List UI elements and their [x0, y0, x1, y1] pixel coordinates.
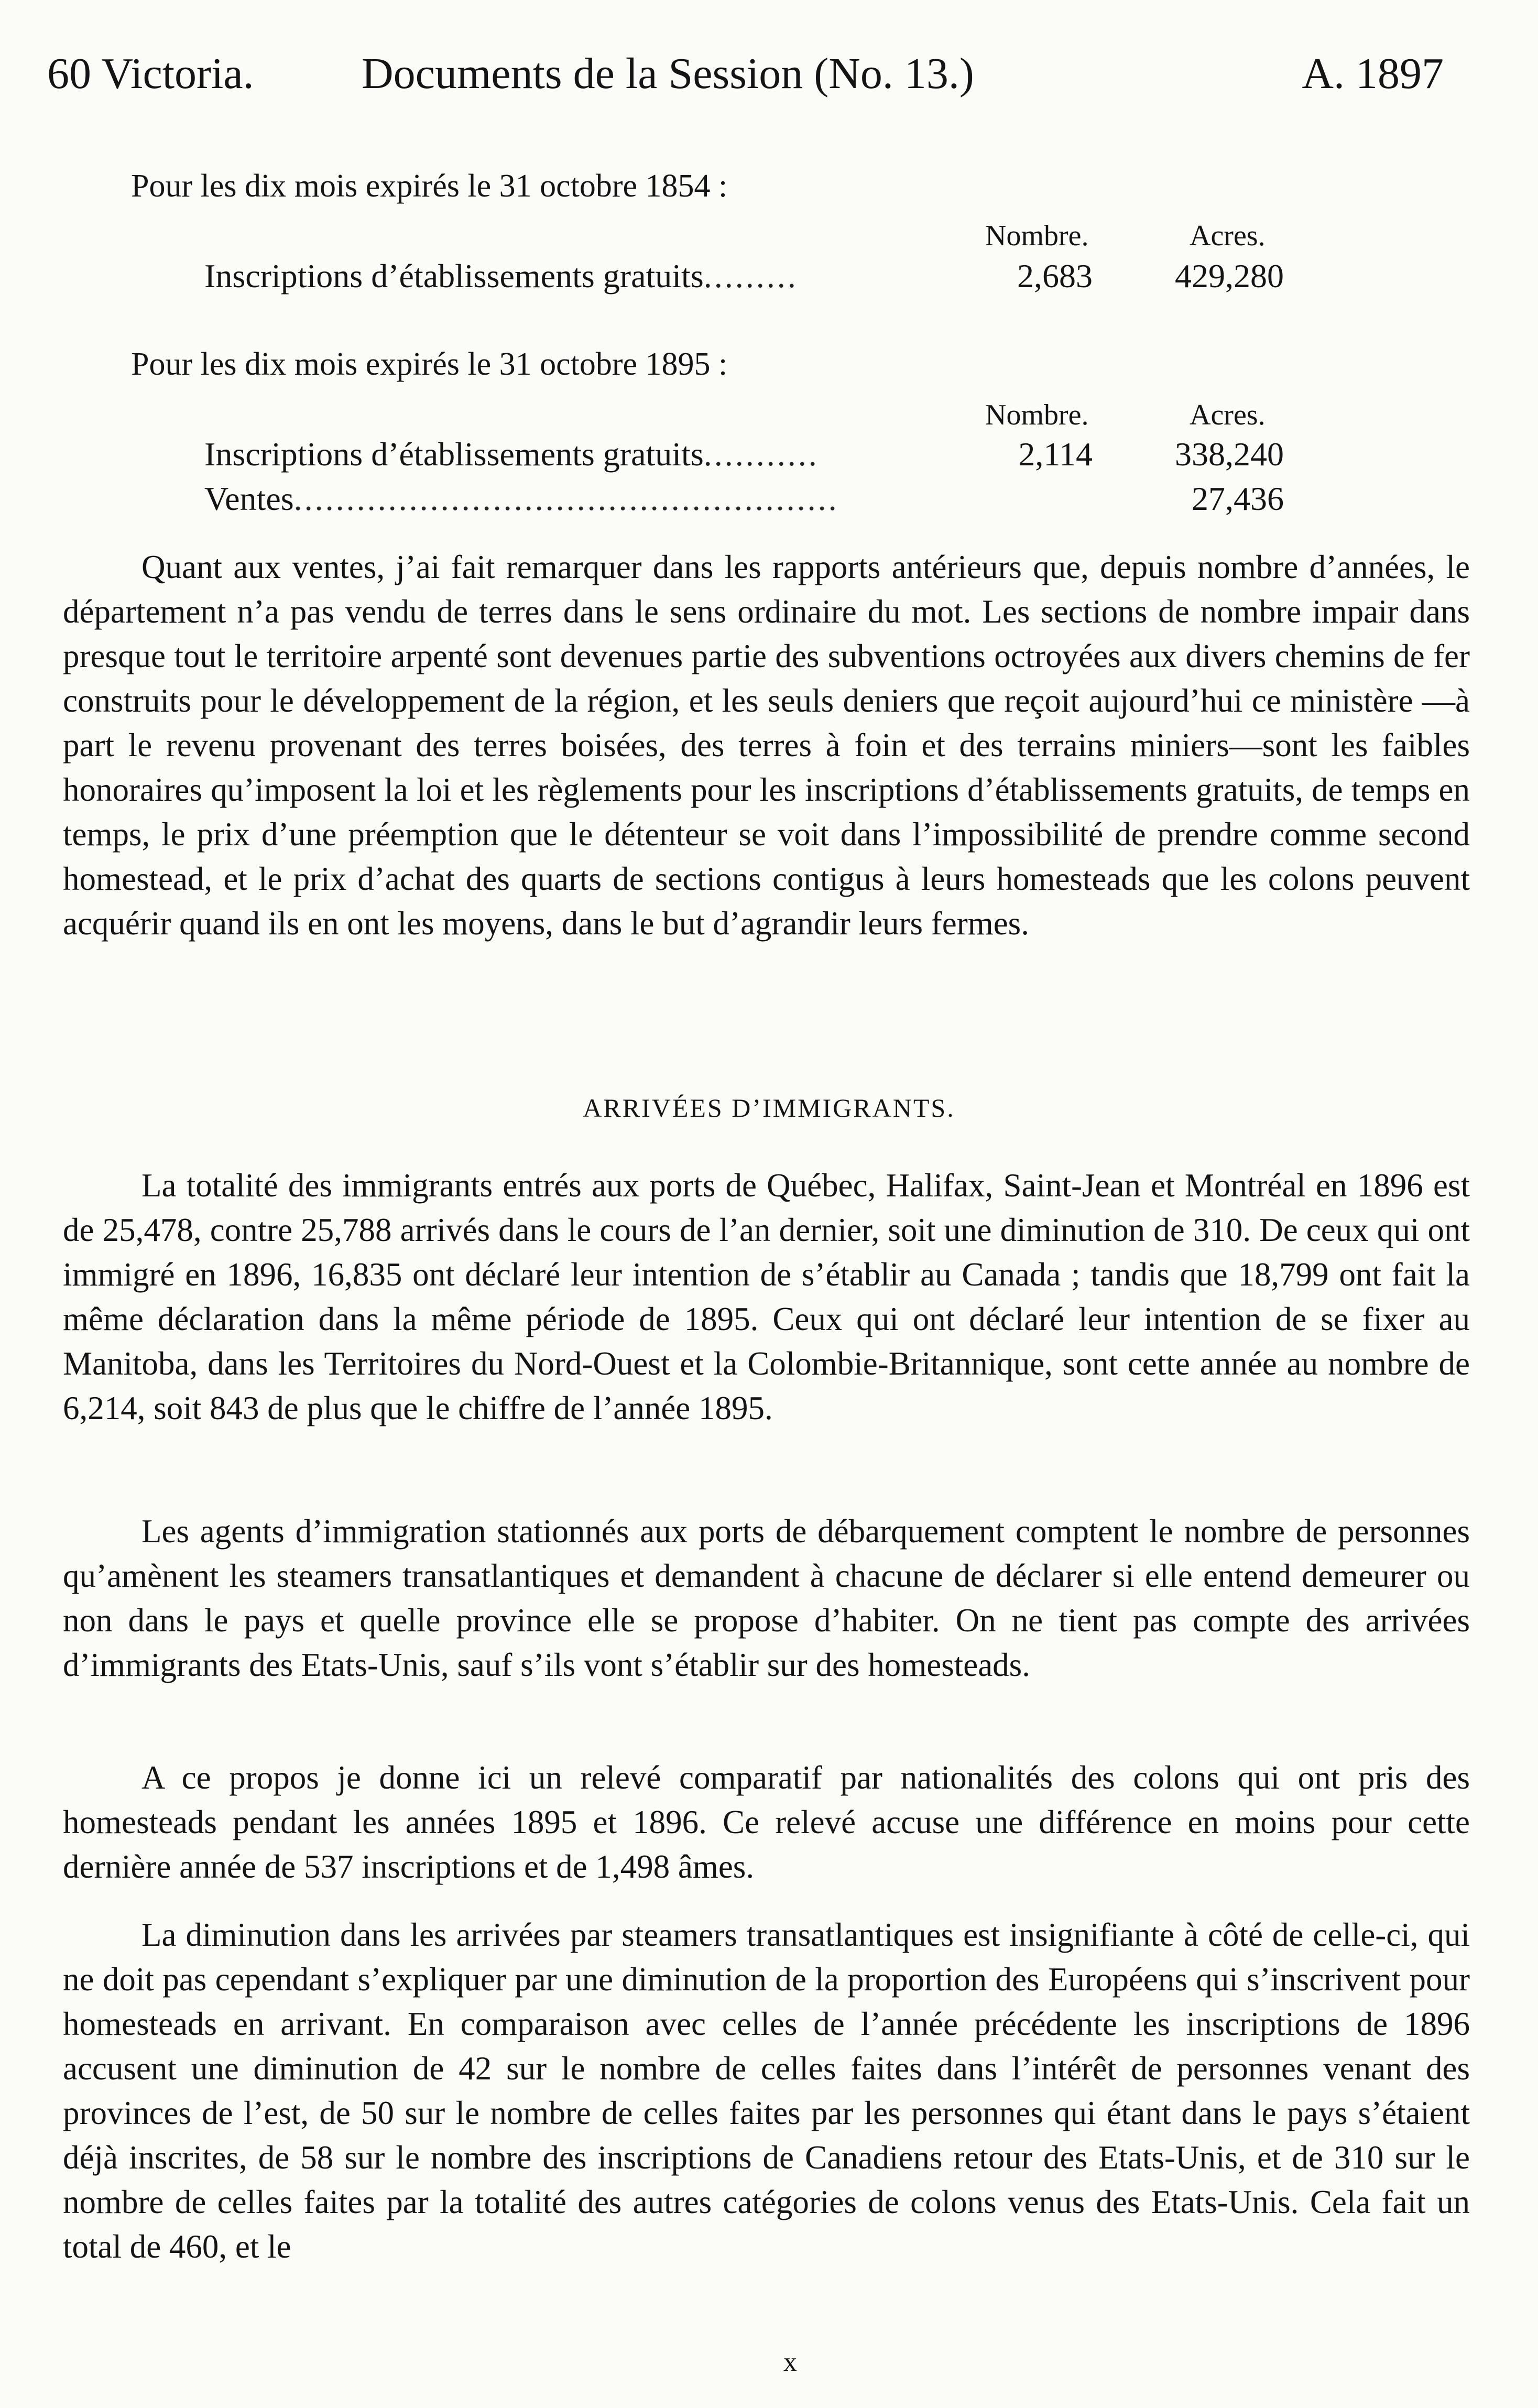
nombre-value: 2,683: [1017, 257, 1093, 295]
row-inscriptions-1854: [204, 257, 798, 296]
document-title: Documents de la Session (No. 13.): [362, 49, 974, 98]
row-label: Ventes: [204, 480, 294, 517]
col-acres-1895: Acres.: [1190, 399, 1266, 431]
dot-leader: .........: [703, 257, 798, 295]
col-nombre-1895: Nombre.: [985, 399, 1089, 431]
acres-value: 27,436: [1192, 480, 1284, 517]
col-acres-1854: Acres.: [1190, 220, 1266, 252]
dot-leader: ....................................................: [293, 480, 839, 517]
row-label: Inscriptions d’établissements gratuits: [204, 435, 704, 473]
page-marker: x: [783, 2347, 797, 2377]
dot-leader: ...........: [703, 435, 819, 473]
acres-value: 338,240: [1175, 435, 1284, 473]
acres-value: 429,280: [1175, 257, 1284, 295]
paragraph-ventes: Quant aux ventes, j’ai fait remarquer dans les rapports antérieurs que, depuis nombre d’années, le département n’a pas vendu de terres dans le sens ordinaire du mot. Les sections de nombre impair dans presque tout le territoire arpenté sont devenues partie des subventions octroyées aux divers chemins de fer construits pour le développement de la région, et les seuls deniers que reçoit aujourd’hui ce ministère —à part le revenu provenant des terres boisées, des terres à foin et des terrains miniers—sont les faibles honoraires qu’imposent la loi et les règlements pour les inscriptions d’établissements gratuits, de temps en temps, le prix d’une préemption que le détenteur se voit dans l’impossibilité de prendre comme second homestead, et le prix d’achat des quarts de sections contigus à leurs homesteads que les colons peuvent acquérir quand ils en ont les moyens, dans le but d’agrandir leurs fermes.: [63, 549, 1470, 942]
year-label: A. 1897: [1302, 49, 1444, 98]
row-label: Inscriptions d’établissements gratuits: [204, 257, 704, 295]
paragraph-comparative-statement: A ce propos je donne ici un relevé comparatif par nationalités des colons qui ont pris des homesteads pendant les années 1895 et 1896. Ce relevé accuse une différence en moins pour cette dernière année de 537 inscriptions et de 1,498 âmes.: [63, 1759, 1470, 1885]
nombre-value: 2,114: [1018, 435, 1093, 473]
col-nombre-1854: Nombre.: [985, 220, 1089, 252]
session-volume: 60 Victoria.: [47, 49, 254, 98]
period-1854: Pour les dix mois expirés le 31 octobre 1854 :: [131, 168, 728, 204]
row-inscriptions-1895: [204, 435, 819, 474]
paragraph-immigration-agents: Les agents d’immigration stationnés aux ports de débarquement comptent le nombre de personnes qu’amènent les steamers transatlantiques et demandent à chacune de déclarer si elle entend demeurer ou non dans le pays et quelle province elle se propose d’habiter. On ne tient pas compte des arrivées d’immigrants des Etats-Unis, sauf s’ils vont s’établir sur des homesteads.: [63, 1513, 1470, 1683]
row-ventes-1895: [204, 480, 839, 518]
period-1895: Pour les dix mois expirés le 31 octobre 1895 :: [131, 346, 728, 382]
section-heading: ARRIVÉES D’IMMIGRANTS.: [583, 1093, 955, 1123]
running-header: [47, 48, 1444, 106]
paragraph-decrease: La diminution dans les arrivées par steamers transatlantiques est insignifiante à côté de celle-ci, qui ne doit pas cependant s’expliquer par une diminution de la proportion des Européens qui s’inscrivent pour homesteads en arrivant. En comparaison avec celles de l’année précédente les inscriptions de 1896 accusent une diminution de 42 sur le nombre de celles faites dans l’intérêt de personnes venant des provinces de l’est, de 50 sur le nombre de celles faites par les personnes qui étant dans le pays s’étaient déjà inscrites, de 58 sur le nombre des inscriptions de Canadiens retour des Etats-Unis, et de 310 sur le nombre de celles faites par la totalité des autres catégories de colons venus des Etats-Unis. Cela fait un total de 460, et le: [63, 1916, 1470, 2265]
paragraph-immigrants-totals: La totalité des immigrants entrés aux ports de Québec, Halifax, Saint-Jean et Montréal en 1896 est de 25,478, contre 25,788 arrivés dans le cours de l’an dernier, soit une diminution de 310. De ceux qui ont immigré en 1896, 16,835 ont déclaré leur intention de s’établir au Canada ; tandis que 18,799 ont fait la même déclaration dans la même période de 1895. Ceux qui ont déclaré leur intention de se fixer au Manitoba, dans les Territoires du Nord-Ouest et la Colombie-Britannique, sont cette année au nombre de 6,214, soit 843 de plus que le chiffre de l’année 1895.: [63, 1167, 1470, 1426]
